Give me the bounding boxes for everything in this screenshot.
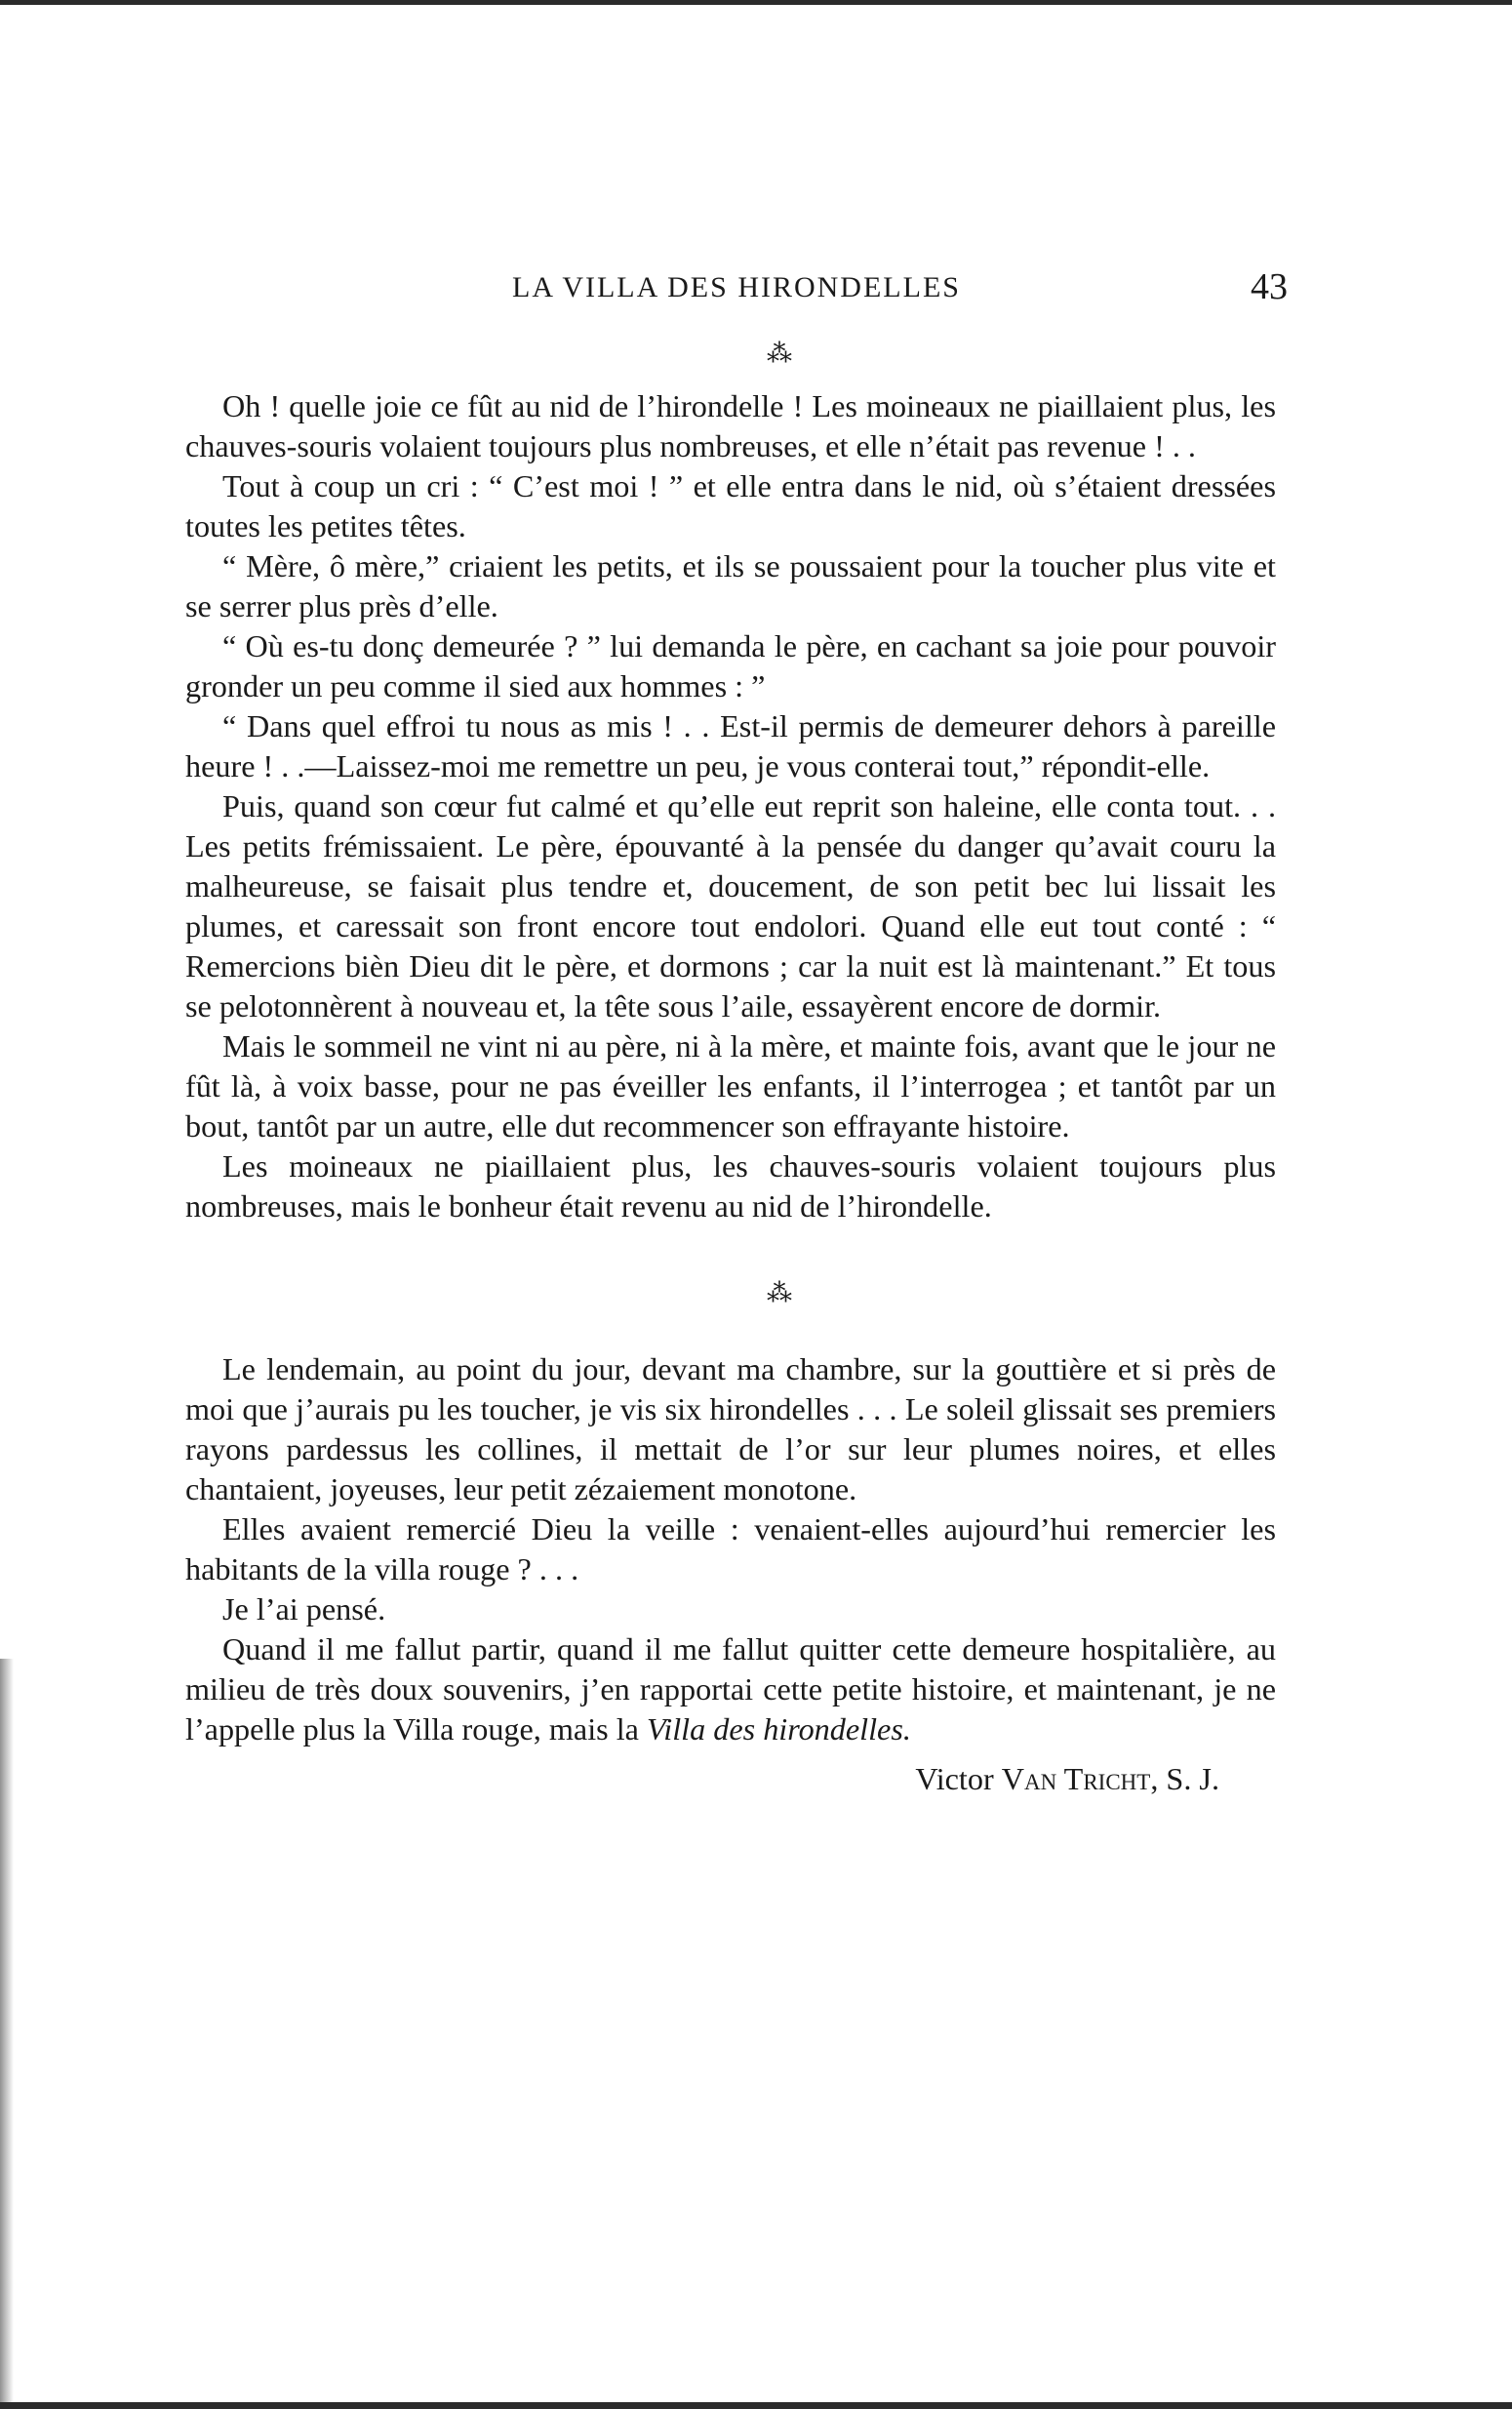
paragraph-final-text: Quand il me fallut partir, quand il me fallut quitter cette demeure hospitalière, au milieu de très doux souvenirs, j’en rapportai cette petite histoire, et maintenant, je ne l’appelle plus la Villa rouge, mais la — [185, 1631, 1276, 1747]
paragraph: Tout à coup un cri : “ C’est moi ! ” et elle entra dans le nid, où s’étaient dressées toutes les petites têtes. — [185, 468, 1276, 543]
author-signature — [185, 1759, 1276, 1799]
paragraph: “ Où es-tu donç demeurée ? ” lui demanda le père, en cachant sa joie pour pouvoir gronder un peu comme il sied aux hommes : ” — [185, 628, 1276, 703]
paragraph: Elles avaient remercié Dieu la veille : venaient-elles aujourd’hui remercier les habitants de la villa rouge ? . . . — [185, 1511, 1276, 1586]
section-mark-asterism: ⁂ — [767, 340, 792, 368]
paragraph: “ Mère, ô mère,” criaient les petits, et ils se poussaient pour la toucher plus vite et se serrer plus près d’elle. — [185, 548, 1276, 623]
author-first-name: Victor — [915, 1761, 994, 1796]
body-text — [185, 341, 1276, 1799]
bottom-scan-edge — [0, 2402, 1512, 2409]
top-scan-edge — [0, 0, 1512, 5]
section-mark-asterism: ⁂ — [767, 1279, 792, 1307]
author-suffix: , S. J. — [1150, 1761, 1219, 1796]
paragraph: “ Dans quel effroi tu nous as mis ! . . Est-il permis de demeurer dehors à pareille heure ! . .—Laissez-moi me remettre un peu, je vous conterai tout,” répondit-elle. — [185, 708, 1276, 783]
paragraph: Les moineaux ne piaillaient plus, les chauves-souris volaient toujours plus nombreuses, mais le bonheur était revenu au nid de l’hirondelle. — [185, 1148, 1276, 1224]
paragraph: Le lendemain, au point du jour, devant ma chambre, sur la gouttière et si près de moi que j’aurais pu les toucher, je vis six hirondelles . . . Le soleil glissait ses premiers rayons pardessus les collines, il mettait de l’or sur leur plumes noires, et elles chantaient, joyeuses, leur petit zézaiement monotone. — [185, 1351, 1276, 1506]
paragraph: Puis, quand son cœur fut calmé et qu’elle eut reprit son haleine, elle conta tout. . . Les petits frémissaient. Le père, épouvanté à la pensée du danger qu’avait couru la malheureuse, se faisait plus tendre et, doucement, de son petit bec lui lissait les plumes, et caressait son front encore tout endolori. Quand elle eut tout conté : “ Remercions bièn Dieu dit le père, et dormons ; car la nuit est là maintenant.” Et tous se pelotonnèrent à nouveau et, la tête sous l’aile, essayèrent encore de dormir. — [185, 788, 1276, 1024]
running-head — [185, 265, 1288, 314]
running-title: LA VILLA DES HIRONDELLES — [512, 271, 961, 303]
paragraph-final-italic-title: Villa des hirondelles. — [647, 1711, 911, 1747]
page-number: 43 — [1251, 266, 1288, 307]
paragraph: Je l’ai pensé. — [222, 1591, 386, 1626]
paragraph-final — [185, 1629, 1276, 1749]
author-surname: Van Tricht — [1001, 1761, 1151, 1796]
paragraph: Mais le sommeil ne vint ni au père, ni à la mère, et mainte fois, avant que le jour ne fût là, à voix basse, pour ne pas éveiller les enfants, il l’interrogea ; et tantôt par un bout, tantôt par un autre, elle dut recommencer son effrayante histoire. — [185, 1028, 1276, 1144]
left-scan-edge — [0, 1659, 14, 2409]
paragraph: Oh ! quelle joie ce fût au nid de l’hirondelle ! Les moineaux ne piaillaient plus, les chauves-souris volaient toujours plus nombreuses, et elle n’était pas revenue ! . . — [185, 388, 1276, 463]
